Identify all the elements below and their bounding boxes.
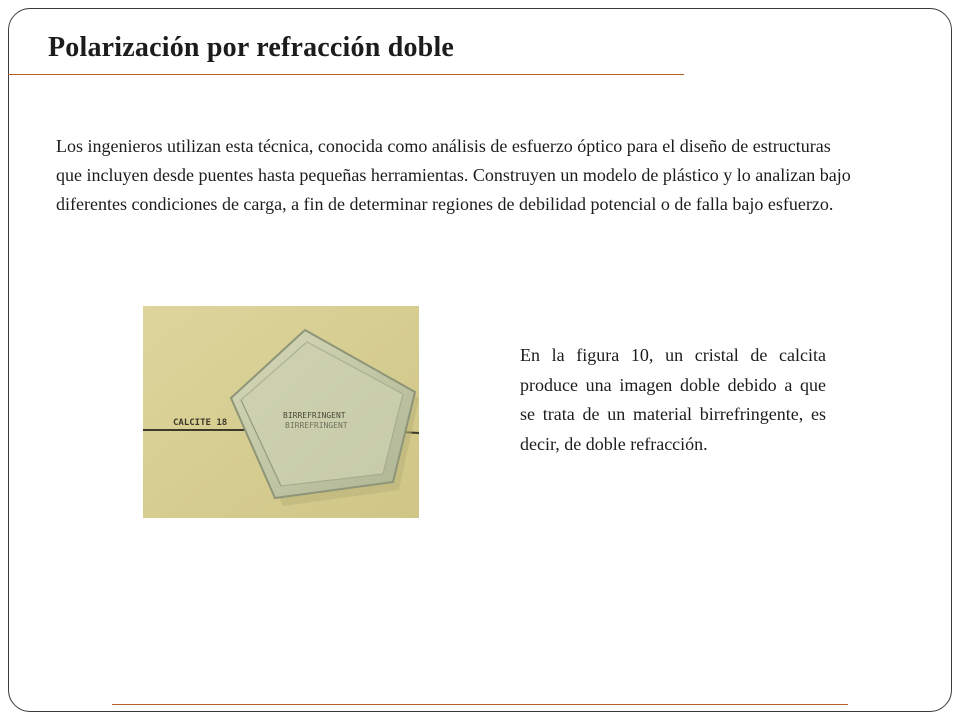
photo-label-birrefringent-1: BIRREFRINGENT xyxy=(283,411,346,420)
slide-title: Polarización por refracción doble xyxy=(48,32,455,63)
calcite-crystal-photo xyxy=(143,306,419,518)
intro-paragraph: Los ingenieros utilizan esta técnica, conocida como análisis de esfuerzo óptico para el diseño de estructuras que incluyen desde puentes hasta pequeñas herramientas. Construyen un modelo de plástico y lo analizan bajo diferentes condiciones de carga, a fin de determinar regiones de debilidad potencial o de falla bajo esfuerzo. xyxy=(56,136,851,214)
photo-label-birrefringent-2: BIRREFRINGENT xyxy=(285,421,348,430)
title-underline xyxy=(8,74,684,75)
photo-label-calcite: CALCITE 18 xyxy=(173,418,228,428)
footer-rule xyxy=(112,704,848,705)
figure-caption: En la figura 10, un cristal de calcita produce una imagen doble debido a que se trata de un material birrefringente, es decir, de doble refracción. xyxy=(520,345,826,454)
